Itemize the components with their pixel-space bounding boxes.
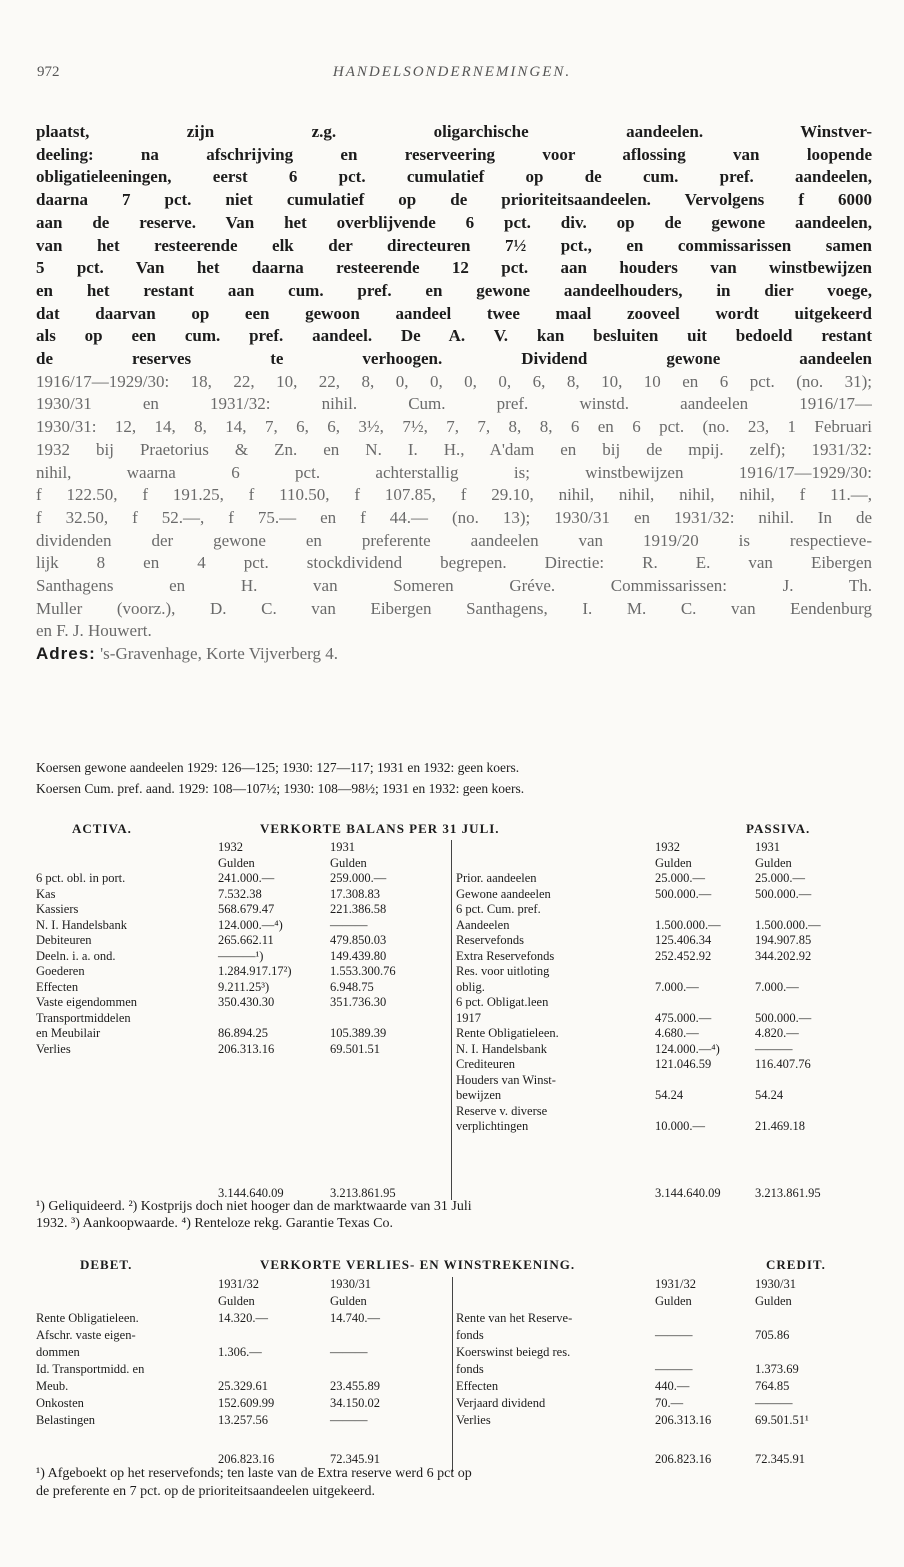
table-row-label: en Meubilair xyxy=(36,1026,101,1040)
table-row-label: Deeln. i. a. ond. xyxy=(36,948,116,963)
table-cell-value: 14.740.— xyxy=(330,1311,380,1325)
unit-header: Gulden xyxy=(655,1294,692,1308)
price-line-ordinary: Koersen gewone aandeelen 1929: 126—125; 1930: 127—117; 1931 en 1932: geen koers. xyxy=(36,760,520,775)
table-cell-value: 116.407.76 xyxy=(755,1057,811,1071)
unit-header: Gulden xyxy=(755,855,792,870)
table-cell-value: ——— xyxy=(655,1362,693,1376)
table-row-label: Extra Reservefonds xyxy=(456,948,555,963)
table-cell-value: ——— xyxy=(330,917,368,932)
table-row-label: Rente Obligatieleen. xyxy=(456,1026,559,1040)
table-row-label: Meub. xyxy=(36,1379,69,1393)
table-cell-value: 475.000.— xyxy=(655,1010,712,1025)
table-row-label: Gewone aandeelen xyxy=(456,886,551,901)
body-line: 5 pct. Van het daarna resteerende 12 pct. aan houders van winstbewijzen xyxy=(36,258,872,278)
table-cell-value: 7.532.38 xyxy=(218,886,262,901)
table-total: 3.144.640.09 xyxy=(218,1186,284,1200)
table-cell-value: ———¹) xyxy=(218,948,264,963)
address-text: 's-Gravenhage, Korte Vijverberg 4. xyxy=(100,644,339,664)
pl-title: VERKORTE VERLIES- EN WINSTREKENING. xyxy=(260,1257,576,1272)
address-label: Adres: xyxy=(36,644,96,664)
table-row-label: 6 pct. Obligat.leen xyxy=(456,995,549,1009)
table-cell-value: 70.— xyxy=(655,1396,684,1410)
body-line: dividenden der gewone en preferente aandeelen van 1919/20 is respectieve- xyxy=(36,530,872,550)
table-row-label: Res. voor uitloting xyxy=(456,964,550,978)
table-cell-value: 124.000.—⁴) xyxy=(655,1041,720,1056)
table-cell-value: 9.211.25³) xyxy=(218,979,270,994)
body-line: nihil, waarna 6 pct. achterstallig is; winstbewijzen 1916/17—1929/30: xyxy=(36,462,872,482)
table-cell-value: 4.680.— xyxy=(655,1026,699,1040)
table-cell-value: 1.553.300.76 xyxy=(330,964,396,978)
table-row-label: bewijzen xyxy=(456,1088,502,1102)
table-cell-value: 25.000.— xyxy=(755,871,805,885)
table-cell-value: 241.000.— xyxy=(218,871,275,885)
table-row-label: Verlies xyxy=(36,1041,71,1056)
table-row-label: Reservefonds xyxy=(456,933,525,947)
table-cell-value: ——— xyxy=(755,1041,793,1056)
debet-heading: DEBET. xyxy=(80,1257,133,1272)
year-header: 1931 xyxy=(755,840,780,854)
unit-header: Gulden xyxy=(755,1294,792,1308)
table-row-label: Koerswinst beiegd res. xyxy=(456,1345,571,1359)
unit-header: Gulden xyxy=(218,1294,255,1308)
body-line: deeling: na afschrijving en reserveering voor aflossing van loopende xyxy=(36,144,872,164)
table-cell-value: 21.469.18 xyxy=(755,1119,805,1133)
year-header: 1931/32 xyxy=(218,1277,259,1291)
table-row-label: Crediteuren xyxy=(456,1057,516,1071)
table-cell-value: 206.313.16 xyxy=(655,1413,712,1427)
body-line: f 32.50, f 52.—, f 75.— en f 44.— (no. 13); 1930/31 en 1931/32: nihil. In de xyxy=(36,507,872,527)
body-line: Muller (voorz.), D. C. van Eibergen Santhagens, I. M. C. van Eendenburg xyxy=(36,598,872,618)
table-row-label: Kas xyxy=(36,886,56,901)
table-cell-value: 221.386.58 xyxy=(330,902,387,916)
table-row-label: Kassiers xyxy=(36,902,79,916)
table-cell-value: ——— xyxy=(655,1328,693,1342)
table-row-label: Transportmiddelen xyxy=(36,1010,131,1025)
table-total: 72.345.91 xyxy=(330,1452,380,1466)
table-row-label: Goederen xyxy=(36,964,85,978)
unit-header: Gulden xyxy=(330,1294,367,1308)
table-cell-value: 252.452.92 xyxy=(655,948,712,963)
table-row-label: fonds xyxy=(456,1328,484,1342)
table-cell-value: 7.000.— xyxy=(755,979,799,994)
body-line: en het restant aan cum. pref. en gewone aandeelhouders, in dier voege, xyxy=(36,280,872,300)
table-cell-value: ——— xyxy=(330,1413,368,1427)
table-cell-value: 10.000.— xyxy=(655,1119,705,1133)
table-row-label: 1917 xyxy=(456,1010,481,1025)
table-cell-value: 121.046.59 xyxy=(655,1057,712,1071)
table-row-label: Aandeelen xyxy=(456,917,510,932)
table-cell-value: 206.313.16 xyxy=(218,1041,275,1056)
balance-divider xyxy=(451,840,452,1200)
body-line: f 122.50, f 191.25, f 110.50, f 107.85, f 29.10, nihil, nihil, nihil, nihil, f 11.—, xyxy=(36,485,872,505)
page-number: 972 xyxy=(37,64,60,80)
table-row-label: Afschr. vaste eigen- xyxy=(36,1328,136,1342)
body-line: 1930/31 en 1931/32: nihil. Cum. pref. winstd. aandeelen 1916/17— xyxy=(36,394,872,414)
table-row-label: Rente Obligatieleen. xyxy=(36,1311,139,1325)
table-row-label: Effecten xyxy=(36,979,79,994)
pl-footnote-2: de preferente en 7 pct. op de prioriteitsaandeelen uitgekeerd. xyxy=(36,1484,375,1499)
table-cell-value: 705.86 xyxy=(755,1328,790,1342)
body-line: als op een cum. pref. aandeel. De A. V. kan besluiten uit bedoeld restant xyxy=(36,326,872,346)
table-total: 72.345.91 xyxy=(755,1452,805,1466)
table-total: 206.823.16 xyxy=(218,1452,275,1466)
price-line-preferred: Koersen Cum. pref. aand. 1929: 108—107½; 1930: 108—98½; 1931 en 1932: geen koers. xyxy=(36,781,525,796)
running-head: HANDELSONDERNEMINGEN. xyxy=(332,64,572,80)
year-header: 1930/31 xyxy=(755,1277,796,1291)
table-cell-value: 69.501.51¹ xyxy=(755,1413,809,1427)
body-line: Santhagens en H. van Someren Gréve. Commissarissen: J. Th. xyxy=(36,576,872,596)
year-header: 1932 xyxy=(218,840,243,854)
table-cell-value: 1.284.917.17²) xyxy=(218,964,292,978)
balance-footnote-1: ¹) Geliquideerd. ²) Kostprijs doch niet hooger dan de marktwaarde van 31 Juli xyxy=(36,1199,472,1214)
table-row-label: fonds xyxy=(456,1362,484,1376)
table-row-label: 6 pct. obl. in port. xyxy=(36,871,126,885)
year-header: 1930/31 xyxy=(330,1277,371,1291)
table-cell-value: 6.948.75 xyxy=(330,979,374,994)
table-row-label: Debiteuren xyxy=(36,933,92,947)
activa-heading: ACTIVA. xyxy=(72,821,132,836)
body-line: de reserves te verhoogen. Dividend gewone aandeelen xyxy=(36,349,872,369)
table-cell-value: 479.850.03 xyxy=(330,933,387,947)
table-row-label: dommen xyxy=(36,1345,80,1359)
table-cell-value: 500.000.— xyxy=(755,1010,812,1025)
table-row-label: N. I. Handelsbank xyxy=(36,917,127,932)
table-total: 3.213.861.95 xyxy=(330,1186,396,1200)
year-header: 1932 xyxy=(655,840,680,854)
table-cell-value: 350.430.30 xyxy=(218,995,275,1009)
table-cell-value: 23.455.89 xyxy=(330,1379,380,1393)
table-row-label: N. I. Handelsbank xyxy=(456,1041,547,1056)
table-cell-value: 54.24 xyxy=(655,1088,684,1102)
table-cell-value: 149.439.80 xyxy=(330,948,387,963)
table-cell-value: 69.501.51 xyxy=(330,1041,380,1056)
table-total: 3.213.861.95 xyxy=(755,1186,821,1200)
table-cell-value: 34.150.02 xyxy=(330,1396,380,1410)
table-cell-value: 14.320.— xyxy=(218,1311,268,1325)
body-line: lijk 8 en 4 pct. stockdividend begrepen. Directie: R. E. van Eibergen xyxy=(36,553,872,573)
table-cell-value: 1.500.000.— xyxy=(755,917,821,932)
body-line: 1916/17—1929/30: 18, 22, 10, 22, 8, 0, 0, 0, 0, 6, 8, 10, 10 en 6 pct. (no. 31); xyxy=(36,371,872,391)
table-cell-value: 1.500.000.— xyxy=(655,917,721,932)
table-row-label: verplichtingen xyxy=(456,1119,529,1133)
credit-heading: CREDIT. xyxy=(766,1257,826,1272)
body-line: aan de reserve. Van het overblijvende 6 pct. div. op de gewone aandeelen, xyxy=(36,212,872,232)
table-cell-value: 7.000.— xyxy=(655,979,699,994)
table-cell-value: 13.257.56 xyxy=(218,1413,268,1427)
body-line: dat daarvan op een gewoon aandeel twee maal zooveel wordt uitgekeerd xyxy=(36,303,872,323)
table-cell-value: 351.736.30 xyxy=(330,995,387,1009)
body-line: obligatieleeningen, eerst 6 pct. cumulatief op de cum. pref. aandeelen, xyxy=(36,167,872,187)
year-header: 1931/32 xyxy=(655,1277,696,1291)
table-cell-value: 344.202.92 xyxy=(755,948,812,963)
year-header: 1931 xyxy=(330,840,355,854)
table-cell-value: 440.— xyxy=(655,1379,690,1393)
table-cell-value: 764.85 xyxy=(755,1379,790,1393)
table-row-label: Vaste eigendommen xyxy=(36,995,138,1009)
table-total: 206.823.16 xyxy=(655,1452,712,1466)
table-cell-value: 17.308.83 xyxy=(330,886,380,901)
table-cell-value: 4.820.— xyxy=(755,1026,799,1040)
table-cell-value: 194.907.85 xyxy=(755,933,812,947)
table-cell-value: 259.000.— xyxy=(330,871,387,885)
table-cell-value: 152.609.99 xyxy=(218,1396,275,1410)
table-row-label: Effecten xyxy=(456,1379,499,1393)
table-cell-value: 25.329.61 xyxy=(218,1379,268,1393)
table-row-label: Prior. aandeelen xyxy=(456,871,537,885)
balance-footnote-2: 1932. ³) Aankoopwaarde. ⁴) Renteloze rekg. Garantie Texas Co. xyxy=(36,1216,393,1231)
address-line xyxy=(36,643,872,666)
balance-title: VERKORTE BALANS PER 31 JULI. xyxy=(260,821,500,836)
company-description xyxy=(36,121,872,666)
table-cell-value: ——— xyxy=(330,1345,368,1359)
body-line: daarna 7 pct. niet cumulatief op de prioriteitsaandeelen. Vervolgens f 6000 xyxy=(36,190,872,210)
table-row-label: Onkosten xyxy=(36,1396,84,1410)
body-line: en F. J. Houwert. xyxy=(36,621,152,641)
body-line: 1932 bij Praetorius & Zn. en N. I. H., A'dam en bij de mpij. zelf); 1931/32: xyxy=(36,439,872,459)
table-row-label: Belastingen xyxy=(36,1413,96,1427)
table-row-label: Verjaard dividend xyxy=(456,1396,546,1410)
unit-header: Gulden xyxy=(330,855,367,870)
passiva-heading: PASSIVA. xyxy=(746,821,811,836)
table-cell-value: 500.000.— xyxy=(755,886,812,901)
unit-header: Gulden xyxy=(218,855,255,870)
pl-divider xyxy=(452,1277,453,1472)
table-cell-value: 1.373.69 xyxy=(755,1362,799,1376)
table-cell-value: 125.406.34 xyxy=(655,933,712,947)
table-cell-value: 500.000.— xyxy=(655,886,712,901)
table-cell-value: 1.306.— xyxy=(218,1345,262,1359)
table-cell-value: 265.662.11 xyxy=(218,933,274,947)
table-cell-value: 568.679.47 xyxy=(218,902,275,916)
body-line: 1930/31: 12, 14, 8, 14, 7, 6, 6, 3½, 7½, 7, 7, 8, 8, 6 en 6 pct. (no. 23, 1 Februari xyxy=(36,417,872,437)
table-cell-value: 105.389.39 xyxy=(330,1026,387,1040)
table-total: 3.144.640.09 xyxy=(655,1186,721,1200)
table-row-label: oblig. xyxy=(456,979,485,994)
table-row-label: Rente van het Reserve- xyxy=(456,1311,573,1325)
table-cell-value: ——— xyxy=(755,1396,793,1410)
table-cell-value: 25.000.— xyxy=(655,871,705,885)
table-row-label: Houders van Winst- xyxy=(456,1072,556,1087)
table-row-label: Id. Transportmidd. en xyxy=(36,1362,145,1376)
body-line: van het resteerende elk der directeuren 7½ pct., en commissarissen samen xyxy=(36,235,872,255)
table-row-label: Reserve v. diverse xyxy=(456,1103,548,1118)
table-cell-value: 124.000.—⁴) xyxy=(218,917,283,932)
table-cell-value: 86.894.25 xyxy=(218,1026,268,1040)
body-line: plaatst, zijn z.g. oligarchische aandeelen. Winstver- xyxy=(36,122,872,141)
table-row-label: 6 pct. Cum. pref. xyxy=(456,902,541,916)
unit-header: Gulden xyxy=(655,855,692,870)
table-cell-value: 54.24 xyxy=(755,1088,784,1102)
table-row-label: Verlies xyxy=(456,1413,491,1427)
pl-footnote-1: ¹) Afgeboekt op het reservefonds; ten laste van de Extra reserve werd 6 pct op xyxy=(36,1466,472,1481)
